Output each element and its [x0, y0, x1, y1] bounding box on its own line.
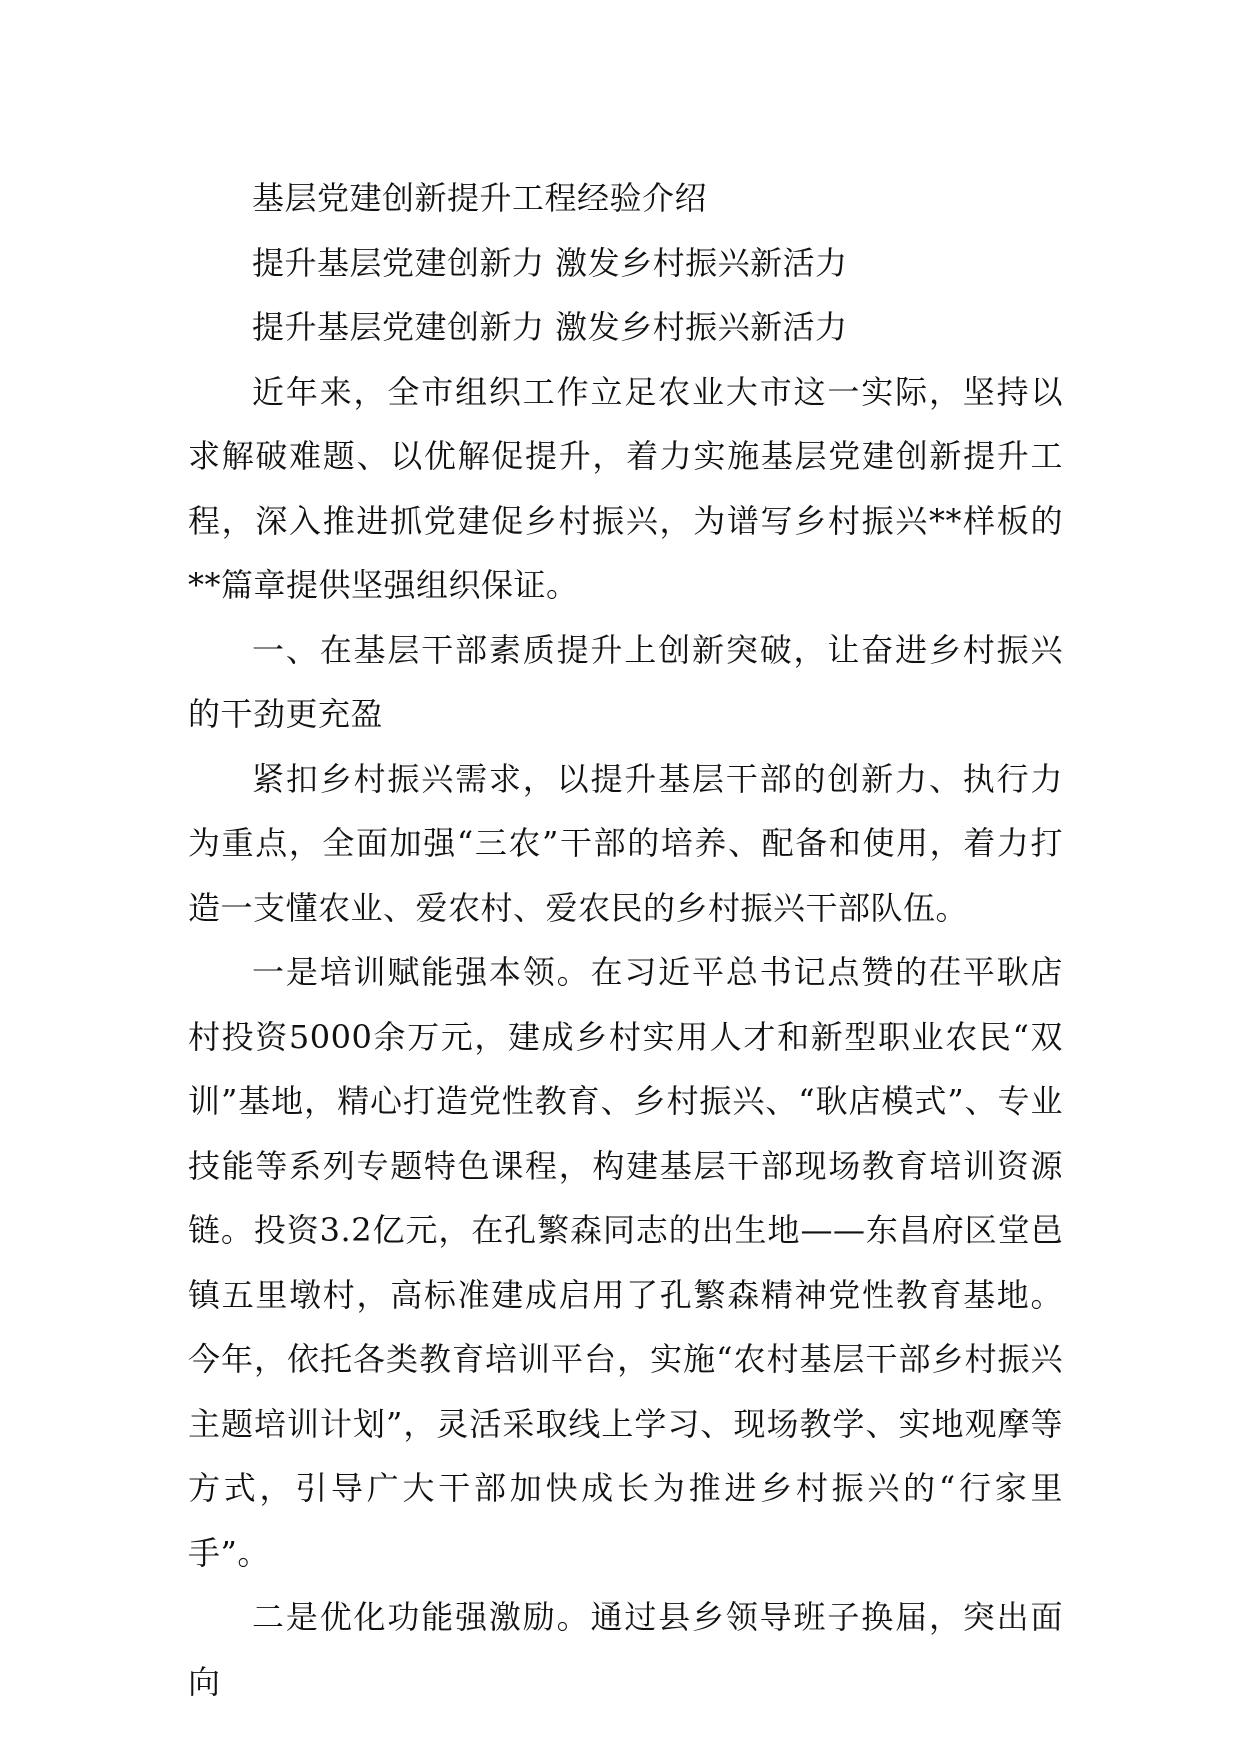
paragraph-training: 一是培训赋能强本领。在习近平总书记点赞的茌平耿店村投资5000余万元，建成乡村实用人才和新型职业农民“双训”基地，精心打造党性教育、乡村振兴、“耿店模式”、专业技能等系列专题特色课程，构建基层干部现场教育培训资源链。投资3.2亿元，在孔繁森同志的出生地——东昌府区堂邑镇五里墩村，高标准建成启用了孔繁森精神党性教育基地。今年，依托各类教育培训平台，实施“农村基层干部乡村振兴主题培训计划”，灵活采取线上学习、现场教学、实地观摩等方式，引导广大干部加快成长为推进乡村振兴的“行家里手”。 [188, 953, 1063, 1572]
paragraph-intro: 近年来，全市组织工作立足农业大市这一实际，坚持以求解破难题、以优解促提升，着力实施基层党建创新提升工程，深入推进抓党建促乡村振兴，为谱写乡村振兴**样板的**篇章提供坚强组织保证。 [188, 372, 1063, 604]
document-subtitle: 提升基层党建创新力 激发乡村振兴新活力 [252, 243, 848, 282]
document-body [188, 166, 1063, 1714]
paragraph-section-1-summary: 紧扣乡村振兴需求，以提升基层干部的创新力、执行力为重点，全面加强“三农”干部的培养、配备和使用，着力打造一支懂农业、爱农村、爱农民的乡村振兴干部队伍。 [188, 759, 1063, 927]
document-subtitle-repeat: 提升基层党建创新力 激发乡村振兴新活力 [252, 308, 848, 346]
document-heading: 基层党建创新提升工程经验介绍 [252, 179, 708, 217]
section-heading-1: 一、在基层干部素质提升上创新突破，让奋进乡村振兴的干劲更充盈 [188, 630, 1063, 733]
paragraph-incentives: 二是优化功能强激励。通过县乡领导班子换届，突出面向 [188, 1598, 1063, 1701]
